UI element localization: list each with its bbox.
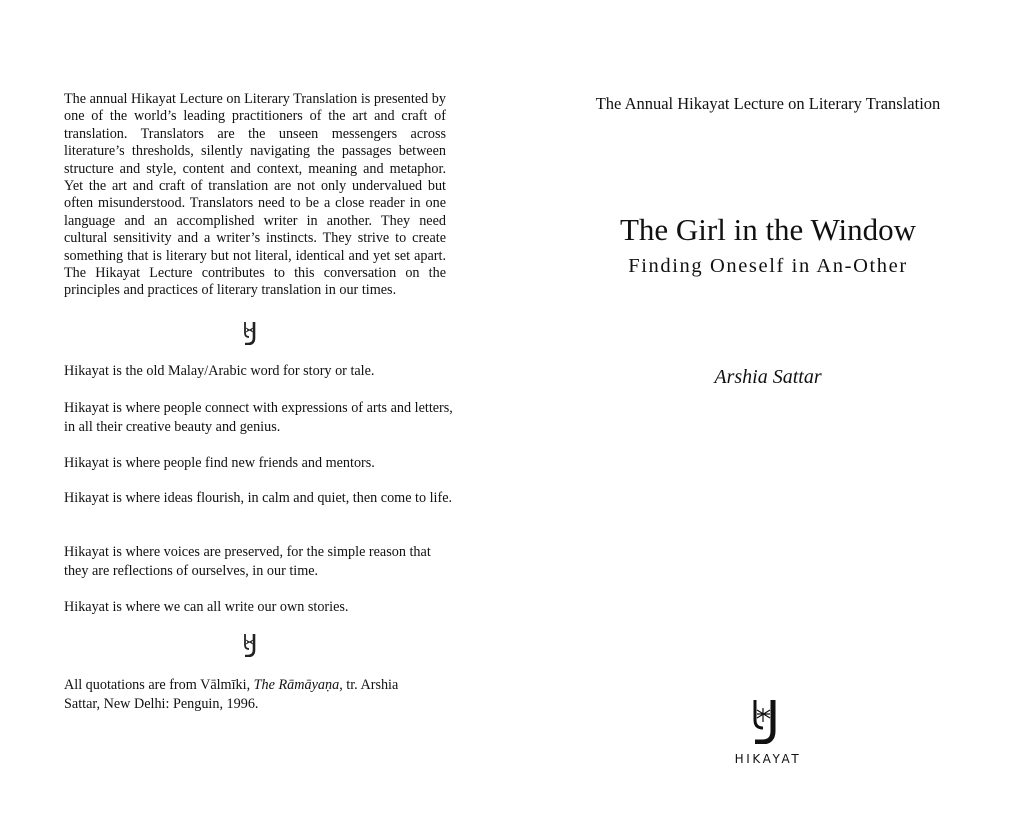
quotation-note — [64, 676, 424, 714]
quotation-prefix: All quotations are from Vālmīki, — [64, 677, 254, 693]
book-title: The Girl in the Window — [619, 212, 917, 247]
quotation-work: The Rāmāyaṇa — [253, 677, 340, 693]
definition-3: Hikayat is where people find new friends and mentors. — [64, 455, 375, 471]
hikayat-logo-icon — [750, 698, 780, 744]
hikayat-ornament-icon-2 — [242, 633, 258, 657]
definition-6: Hikayat is where we can all write our own stories. — [64, 599, 349, 615]
series-title: The Annual Hikayat Lecture on Literary Translation — [595, 94, 941, 113]
right-page — [512, 0, 1024, 824]
definition-4: Hikayat is where ideas flourish, in calm and quiet, then come to life. — [64, 490, 453, 506]
author-name: Arshia Sattar — [714, 366, 822, 388]
quotation-suffix: , tr. Arshia Sattar, New Delhi: Penguin, 1996. — [64, 677, 399, 712]
book-subtitle: Finding Oneself in An-Other — [628, 255, 908, 277]
publisher-name: HIKAYAT — [734, 752, 802, 766]
definition-1: Hikayat is the old Malay/Arabic word for story or tale. — [64, 363, 375, 379]
definition-2: Hikayat is where people connect with expressions of arts and letters, in all their creative beauty and genius. — [64, 400, 453, 435]
hikayat-ornament-icon — [242, 321, 258, 345]
definition-5: Hikayat is where voices are preserved, for the simple reason that they are reflections of ourselves, in our time. — [64, 544, 431, 579]
intro-paragraph: The annual Hikayat Lecture on Literary Translation is presented by one of the world’s leading practitioners of the art and craft of translation. Translators are the unseen messengers across literature’s thresholds, silently navigating the passages between structure and style, content and context, meaning and metaphor. Yet the art and craft of translation are not only undervalued but often misunderstood. Translators need to be a close reader in one language and an accomplished writer in another. They need cultural sensitivity and a writer’s instincts. They strive to create something that is literary but not literal, identical and yet set apart. The Hikayat Lecture contributes to this conversation on the principles and practices of literary translation in our times. — [64, 91, 446, 299]
